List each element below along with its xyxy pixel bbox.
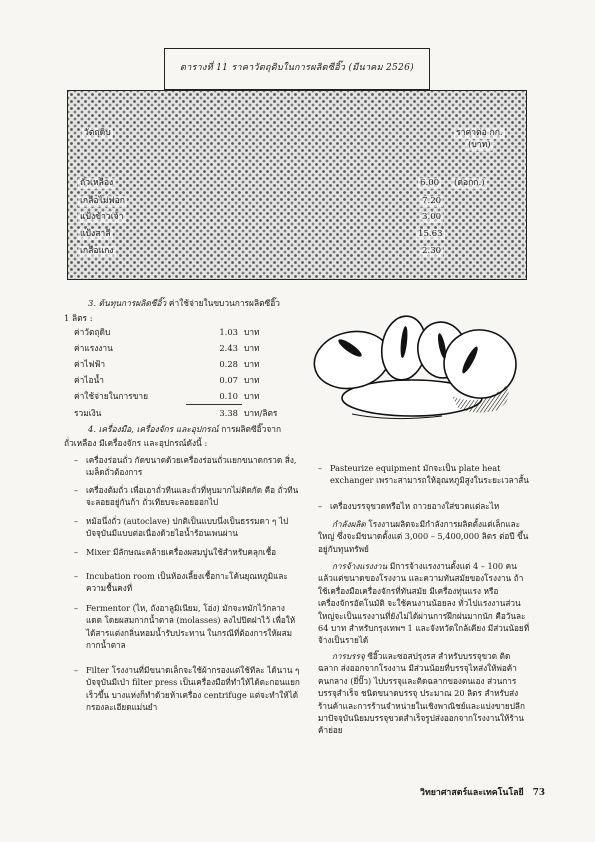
table-row-value: 15.63 [418, 229, 443, 239]
table-caption-text: ตารางที่ 11 ราคาวัตถุดิบในการผลิตซีอิ๊ว (มีนาคม 2526) [180, 63, 414, 74]
page-footer [420, 788, 545, 799]
table-header-price-unit: (บาท) [468, 140, 491, 150]
soybean-illustration [292, 304, 528, 424]
cost-name: ค่าไอน้ำ [74, 375, 104, 385]
table-row-value: 3.00 [422, 212, 442, 222]
equipment-item: – Pasteurize equipment มักจะเป็น plate heat exchanger เพราะสามารถให้อุณหภูมิสูงในระยะเวลาสั้น [318, 463, 529, 486]
cost-name: ค่าไฟฟ้า [74, 359, 106, 369]
section-4-heading: 4. เครื่องมือ, เครื่องจักร และอุปกรณ์ [88, 424, 219, 434]
cost-value: 0.28 [219, 359, 238, 369]
cost-unit: บาท [244, 343, 260, 353]
equipment-item: – Incubation room เป็นห้องเลี้ยงเชื้อกาะโค้นยุณหภูมิและความชื้นคงที่ [74, 571, 288, 594]
cost-name: ค่าแรงงาน [74, 343, 113, 353]
table-row-name: ถั่วเหลือง [80, 178, 114, 188]
total-rule [186, 404, 242, 405]
cost-total-unit: บาท/ลิตร [244, 408, 278, 418]
table-row-note: (ต่อกก.) [454, 178, 485, 188]
cost-name: ค่าวัตถุดิบ [74, 327, 111, 337]
table-row-value: 6.00 [420, 178, 440, 188]
equipment-item: – เครื่องบรรจุขวดหรือไห ถาวยอางใส่ขวดแต่ละไห [318, 501, 500, 511]
cost-value: 1.03 [219, 327, 238, 337]
equipment-item: – Mixer มีลักษณะคล้ายเครื่องผสมปูนใช้สำหรับคลุกเชื้อ [74, 547, 277, 557]
section-4-line [88, 424, 281, 435]
cost-unit: บาท [244, 327, 260, 337]
packaging-paragraph: การบรรจุ ซีอิ๊วและซอสปรุงรส สำหรับบรรจุขวด ติดฉลาก ส่งออกจากโรงงาน มีส่วนน้อยที่บรรจุไหส่งให้พ่อค้าคนกลาง (ยี่ปั๊ว) ไปบรรจุและติดฉลากของตนเอง ส่วนการบรรจุสำเร็จ ชนิดขนาดบรรจุ ประมาณ 20 ลิตร สำหรับส่งร้านค้าและการร้านจำหน่ายในเชิงพาณิชย์และแบ่งขายปลีก มาปัจจุบันนิยมบรรจุขวดสำเร็จรูปส่งออกจากโรงงานให้ร้านค้าย่อย [318, 651, 525, 736]
table-row-name: แป้งสาลี [80, 229, 111, 239]
section-4-intro-cont: ถั่วเหลือง มีเครื่องจักร และอุปกรณ์ดังนี้ : [64, 438, 208, 448]
table-header-price: ราคาต่อ กก. [456, 128, 503, 138]
section-3-intro: ค่าใช้จ่ายในขบวนการผลิตซีอิ๊ว [168, 298, 280, 308]
section-3-intro-cont: 1 ลิตร : [64, 313, 93, 323]
table-caption [164, 48, 430, 90]
section-3-heading: 3. ต้นทุนการผลิตซีอิ๊ว [88, 298, 167, 308]
cost-unit: บาท [244, 359, 260, 369]
labor-paragraph: การจ้างแรงงาน มีการจ้างแรงงานตั้งแต่ 4 – 100 คน แล้วแต่ขนาดของโรงงาน และความทันสมัยของโรงงาน ถ้าใช้เครื่องมือเครื่องจักรที่ทันสมัย มีเครื่องทุ่นแรง หรือเครื่องจักรอัตโนมัติ จะใช้คนงานน้อยลง ทั่วไปแรงงานส่วนใหญ่จะเป็นแรงงานที่ยังไม่ได้ผ่านการฝึกฝนมากนัก คือวันละ 64 บาท สำหรับกรุงเทพฯ 1 และจังหวัดใกล้เคียง มีส่วนน้อยที่จ้างเป็นรายได้ [318, 561, 530, 646]
equipment-item: – Filter โรงงานที่มีขนาดเล็กจะใช้ผ้ากรองแต่ใช้ทีละ ได้นาน ๆ บัจจุบันมีเป่า filter press เป็นเครื่องมือที่ทำให้ได้ตะกอนแยกเร็วขึ้น บางแห่งก็ทำด้วยห้าเครื่อง centrifuge แต่จะทำให้ได้กรองละเอียดแม่นยำ [74, 665, 300, 713]
cost-value: 0.10 [219, 391, 238, 401]
equipment-item: – เครื่องต้มถั่ว เพื่อเอาถั่วทีนและถั่วที่หุบมากไม่ติดกัด คือ ถั่วทีนจะลอยอยู่กันก้า ถั่วเทียบจะลอยออกไป [74, 485, 299, 508]
cost-unit: บาท [244, 375, 260, 385]
cost-value: 2.43 [219, 343, 238, 353]
equipment-item: – หม้อนึ่งถั่ว (autoclave) ปกติเป็นแบบนึ่งเป็นธรรมดา ๆ ไป บัจจุบันมีแบบต่อเนื่องด้วยไอน้ำร้อนเพนผ่าน [74, 516, 289, 539]
cost-value: 0.07 [219, 375, 238, 385]
table-row-value: 7.20 [422, 196, 442, 206]
equipment-item: – เครื่องร่อนถั่ว กัดขนาดด้วยเครื่องร่อนถั่วแยกขนาดกรวด สิ่ง, เมล็ดถั่วต้องการ [74, 455, 297, 478]
cost-total-name: รวมเงิน [74, 408, 102, 418]
equipment-item: – Fermentor (ไห, ถังอาลูมิเนียม, โอ่ง) มักจะหมักไว้กลางแดด โดยผสมกากน้ำตาล (molasses) ลงไปปิดฝาไว้ เพื่อให้ได้สารแต่งกลิ่นหอมน้ำรับประทาน ในกรณีที่ต้องการให้ผสมกากน้ำตาล [74, 603, 296, 651]
table-row-name: แป้งข้าวเจ้า [80, 212, 124, 222]
table-header-item: วัตถุดิบ [84, 128, 111, 138]
journal-name: วิทยาศาสตร์และเทคโนโลยี [420, 788, 524, 798]
cost-name: ค่าใช้จ่ายในการขาย [74, 391, 149, 401]
cost-unit: บาท [244, 391, 260, 401]
cost-total-value: 3.38 [219, 408, 238, 418]
section-3-line [88, 298, 280, 309]
table-row-name: เกลือแกง [80, 246, 114, 256]
table-row-value: 2.30 [422, 246, 442, 256]
table-row-name: เกลือไม่ฟอก [80, 196, 126, 206]
section-4-intro: การผลิตซีอิ๊วจาก [221, 424, 282, 434]
capacity-paragraph: กำลังผลิต โรงงานผลิตจะมีกำลังการผลิตตั้งแต่เล็กและใหญ่ ซึ่งจะมีขนาดตั้งแต่ 3,000 – 5,400,000 ลิตร ต่อปี ขึ้นอยู่กับทุนทรัพย์ [318, 519, 529, 554]
page-number: 73 [532, 788, 545, 798]
